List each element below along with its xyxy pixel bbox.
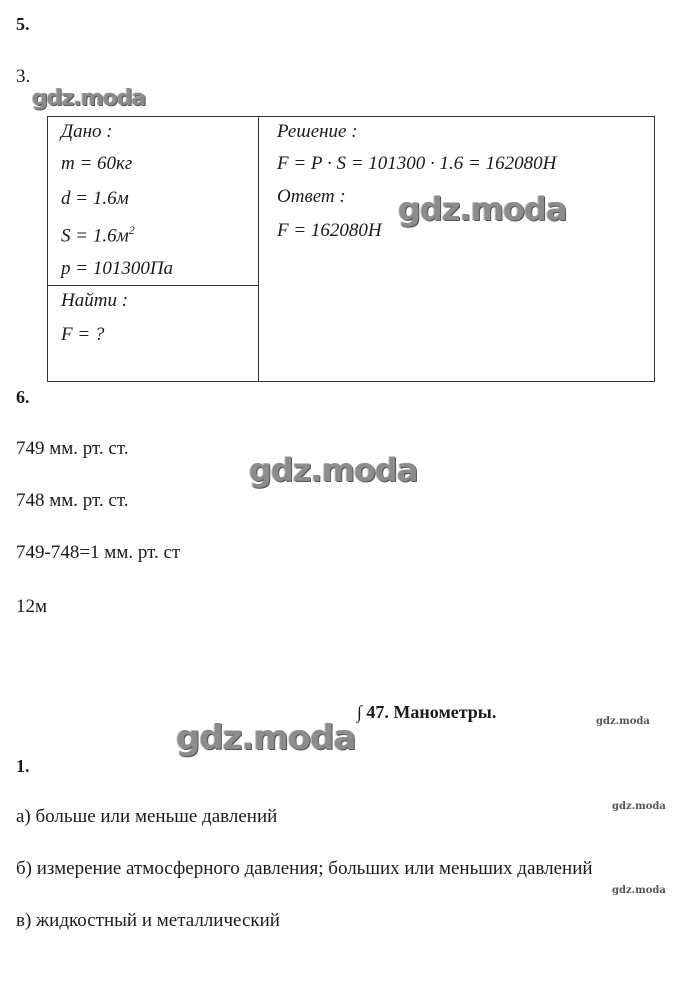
find-value: F = ? <box>61 324 105 345</box>
pressure-reading-1: 749 мм. рт. ст. <box>16 438 129 459</box>
solution-formula: F = P · S = 101300 · 1.6 = 162080H <box>277 153 557 174</box>
watermark-logo: gdz.moda <box>398 190 567 228</box>
question-1-number: 1. <box>16 756 30 776</box>
given-area-value: S = 1.6м <box>61 225 129 247</box>
answer-value: F = 162080H <box>277 220 382 241</box>
given-mass: m = 60кг <box>61 153 133 174</box>
watermark-logo: gdz.moda <box>249 451 418 489</box>
pressure-difference: 749-748=1 мм. рт. ст <box>16 542 181 563</box>
given-pressure: p = 101300Па <box>61 258 174 279</box>
pressure-reading-2: 748 мм. рт. ст. <box>16 490 129 511</box>
watermark-small: gdz.moda <box>596 716 650 727</box>
watermark-logo: gdz.moda <box>176 718 356 758</box>
table-divider-vertical <box>258 117 259 381</box>
answer-c: в) жидкостный и металлический <box>16 910 280 931</box>
given-diameter: d = 1.6м <box>61 188 129 209</box>
answer-b: б) измерение атмосферного давления; больших или меньших давлений <box>16 858 593 879</box>
area-exponent: 2 <box>128 223 135 237</box>
answer-a: а) больше или меньше давлений <box>16 806 278 827</box>
solution-header: Решение : <box>277 121 358 142</box>
height-result: 12м <box>16 596 48 617</box>
section-5-number: 5. <box>16 14 30 34</box>
given-solution-table <box>47 116 655 382</box>
find-header: Найти : <box>61 290 129 311</box>
answer-header: Ответ : <box>277 186 346 207</box>
watermark-small: gdz.moda <box>612 801 666 812</box>
table-divider-horizontal <box>48 285 258 286</box>
paragraph-title: ∫ 47. Манометры. <box>357 702 497 722</box>
item-3-number: 3. <box>16 66 31 87</box>
watermark-logo: gdz.moda <box>32 86 146 111</box>
given-area <box>61 223 135 247</box>
section-6-number: 6. <box>16 387 30 407</box>
given-header: Дано : <box>61 121 113 142</box>
watermark-small: gdz.moda <box>612 885 666 896</box>
